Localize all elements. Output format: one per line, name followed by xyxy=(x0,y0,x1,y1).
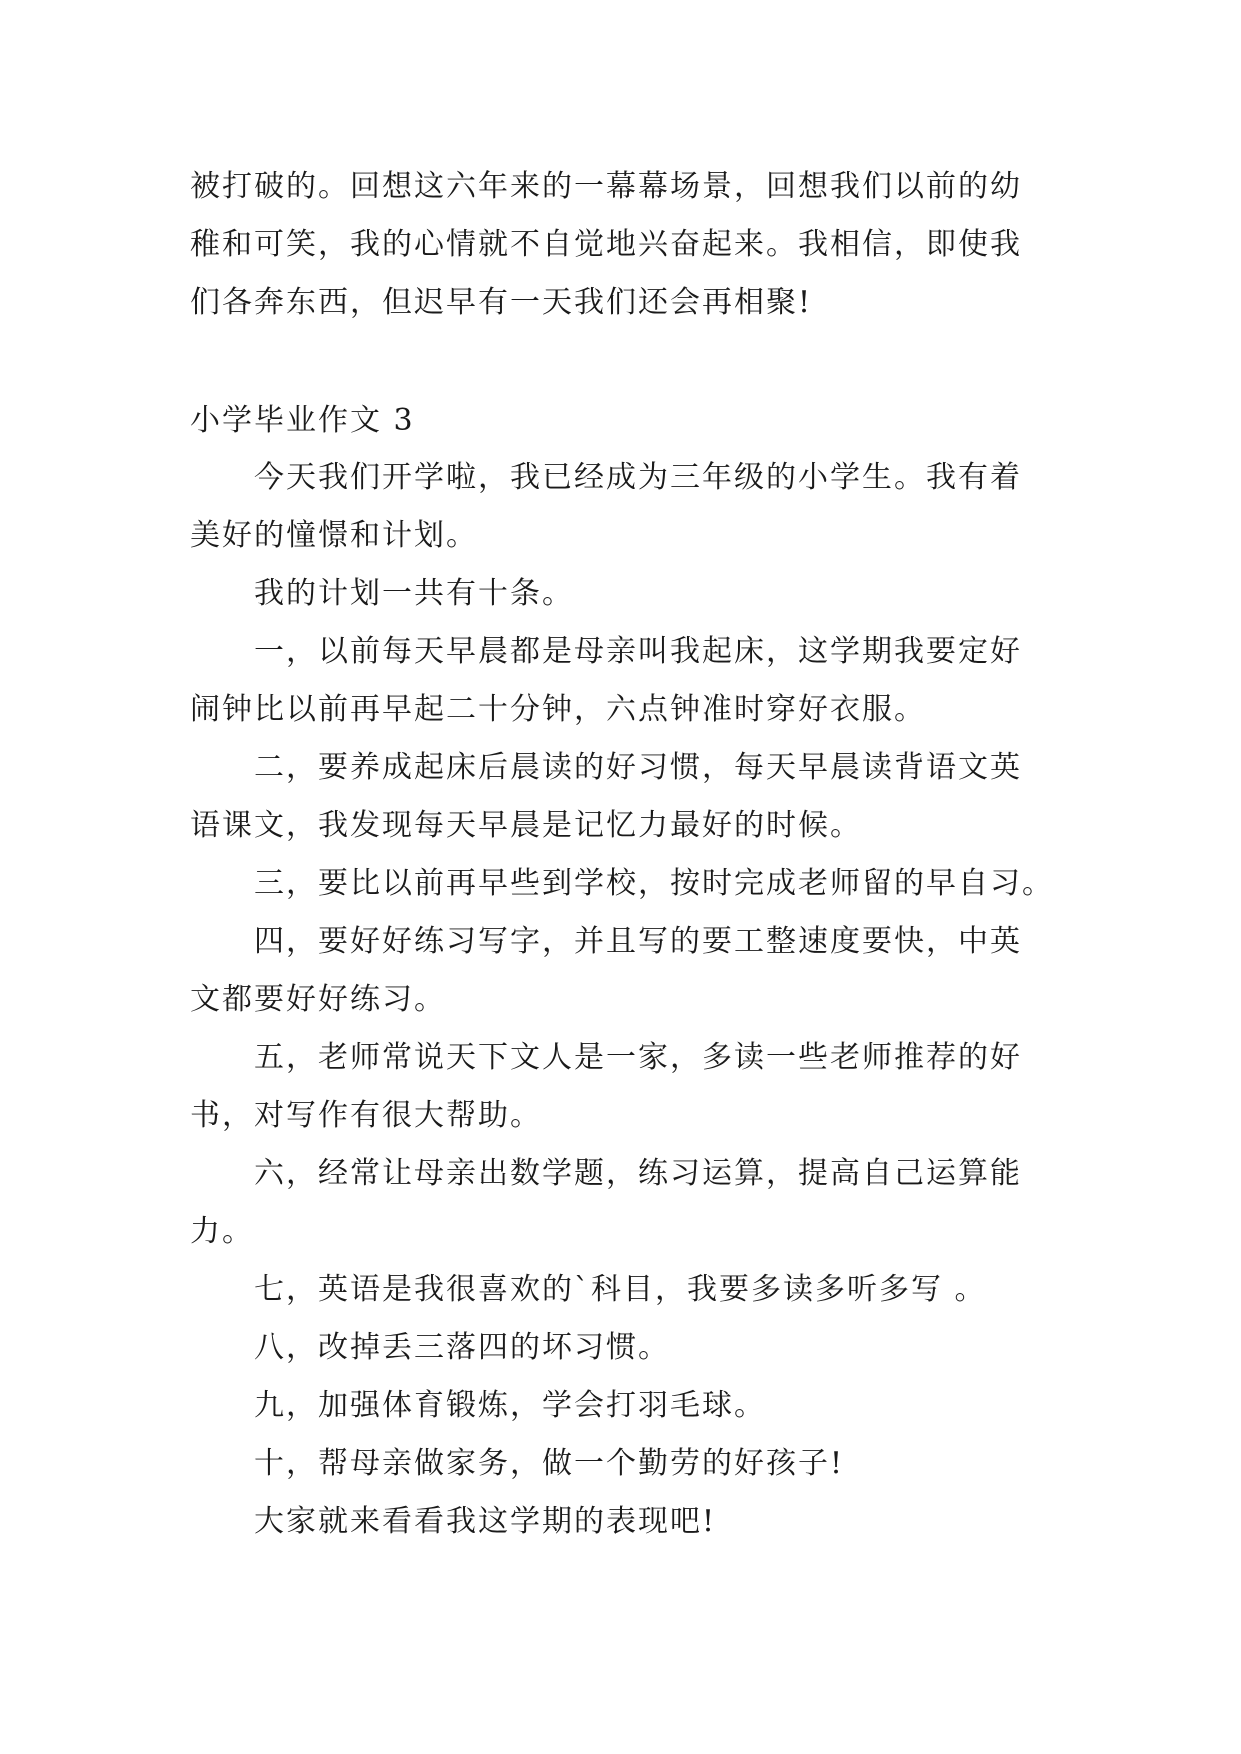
body-line: 我的计划一共有十条。 xyxy=(254,576,574,611)
body-line: 四，要好好练习写字，并且写的要工整速度要快，中英 xyxy=(254,924,1022,959)
body-line: 一，以前每天早晨都是母亲叫我起床，这学期我要定好 xyxy=(254,634,1022,669)
body-line: 二，要养成起床后晨读的好习惯，每天早晨读背语文英 xyxy=(254,750,1022,785)
body-line: 闹钟比以前再早起二十分钟，六点钟准时穿好衣服。 xyxy=(190,692,926,727)
body-line: 大家就来看看我这学期的表现吧! xyxy=(254,1504,717,1539)
body-line: 七，英语是我很喜欢的`科目，我要多读多听多写 。 xyxy=(254,1272,987,1307)
intro-line: 稚和可笑，我的心情就不自觉地兴奋起来。我相信，即使我 xyxy=(190,227,1022,262)
body-line: 文都要好好练习。 xyxy=(190,982,446,1017)
section-heading: 小学毕业作文 3 xyxy=(190,403,415,438)
body-line: 力。 xyxy=(190,1214,254,1249)
body-line: 书，对写作有很大帮助。 xyxy=(190,1098,542,1133)
body-line: 美好的憧憬和计划。 xyxy=(190,518,478,553)
essay-body xyxy=(190,449,1054,1551)
body-line: 五，老师常说天下文人是一家，多读一些老师推荐的好 xyxy=(254,1040,1022,1075)
body-line: 今天我们开学啦，我已经成为三年级的小学生。我有着 xyxy=(254,460,1022,495)
intro-paragraph xyxy=(190,158,1050,332)
body-line: 十，帮母亲做家务，做一个勤劳的好孩子! xyxy=(254,1446,845,1481)
body-line: 九，加强体育锻炼，学会打羽毛球。 xyxy=(254,1388,766,1423)
body-line: 六，经常让母亲出数学题，练习运算，提高自己运算能 xyxy=(254,1156,1022,1191)
body-line: 三，要比以前再早些到学校，按时完成老师留的早自习。 xyxy=(254,866,1054,901)
body-line: 语课文，我发现每天早晨是记忆力最好的时候。 xyxy=(190,808,862,843)
intro-line: 们各奔东西，但迟早有一天我们还会再相聚! xyxy=(190,285,813,320)
intro-line: 被打破的。回想这六年来的一幕幕场景，回想我们以前的幼 xyxy=(190,169,1022,204)
body-line: 八，改掉丢三落四的坏习惯。 xyxy=(254,1330,670,1365)
